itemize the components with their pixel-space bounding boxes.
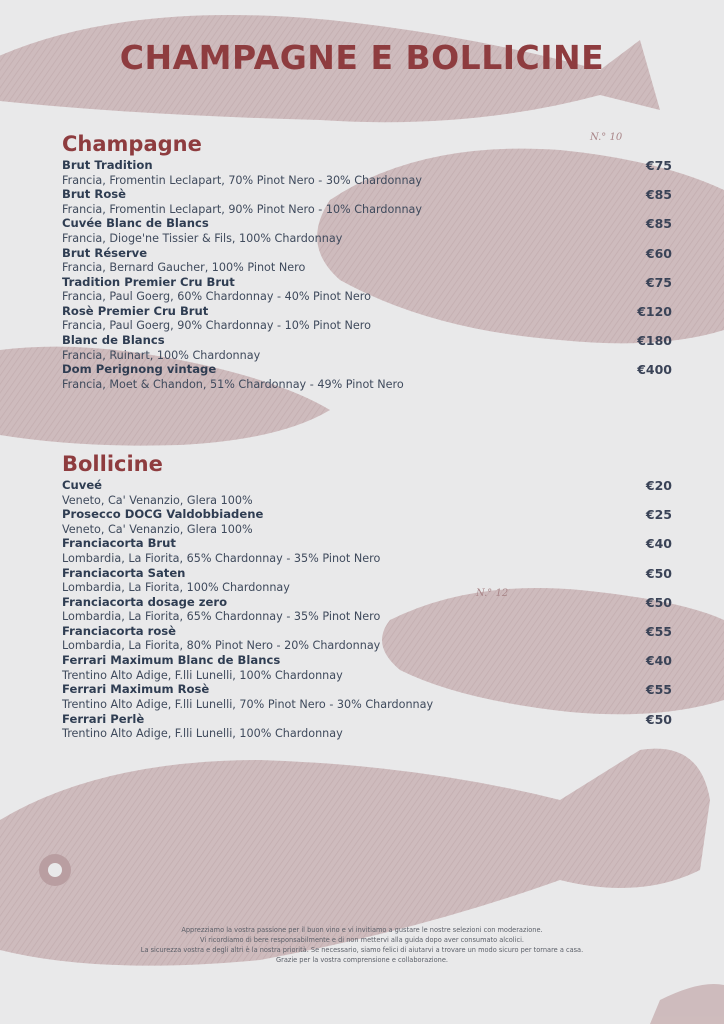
list-item <box>62 478 674 507</box>
page-title: CHAMPAGNE E BOLLICINE <box>119 38 605 77</box>
section-champagne <box>62 130 674 392</box>
section-heading: Bollicine <box>62 452 163 476</box>
wine-description: Francia, Fromentin Leclapart, 90% Pinot Nero - 10% Chardonnay <box>62 202 423 216</box>
list-item <box>62 362 674 391</box>
wine-price: €50 <box>645 594 672 610</box>
list-item <box>62 333 674 362</box>
wine-price: €50 <box>645 565 672 581</box>
wine-description: Veneto, Ca' Venanzio, Glera 100% <box>62 522 253 536</box>
list-item <box>62 216 674 245</box>
responsible-drinking-note <box>0 925 724 965</box>
wine-price: €85 <box>645 187 672 203</box>
list-item <box>62 566 674 595</box>
plate-number-label: N.° 10 <box>590 132 623 143</box>
wine-name: Ferrari Perlè <box>62 711 145 726</box>
list-item <box>62 624 674 653</box>
plate-number-label: N.° 12 <box>476 588 509 599</box>
list-item <box>62 246 674 275</box>
wine-price: €75 <box>645 158 672 173</box>
wine-description: Lombardia, La Fiorita, 80% Pinot Nero - 20% Chardonnay <box>62 639 381 653</box>
footer-line: La sicurezza vostra e degli altri è la nostra priorità. Se necessario, siamo felici di aiutarvi a trovare un modo sicuro per tornare a casa. <box>140 946 584 954</box>
list-item <box>62 712 674 741</box>
wine-description: Lombardia, La Fiorita, 65% Chardonnay - 35% Pinot Nero <box>62 610 381 624</box>
wine-name: Cuveé <box>62 478 103 492</box>
wine-description: Trentino Alto Adige, F.lli Lunelli, 100% Chardonnay <box>62 668 343 682</box>
footer-line: Vi ricordiamo di bere responsabilmente e di non mettervi alla guida dopo aver consumato alcolici. <box>199 936 525 944</box>
wine-description: Francia, Bernard Gaucher, 100% Pinot Nero <box>62 261 306 275</box>
list-item <box>62 158 674 187</box>
wine-name: Prosecco DOCG Valdobbiadene <box>62 507 264 522</box>
wine-name: Tradition Premier Cru Brut <box>62 274 235 289</box>
footer-line: Grazie per la vostra comprensione e collaborazione. <box>276 956 448 964</box>
footer-line: Apprezziamo la vostra passione per il buon vino e vi invitiamo a gustare le nostre selezioni con moderazione. <box>181 926 543 934</box>
section-heading: Champagne <box>62 132 202 156</box>
wine-price: €25 <box>645 507 672 523</box>
wine-price: €120 <box>637 303 672 319</box>
wine-description: Francia, Dioge'ne Tissier & Fils, 100% Chardonnay <box>62 231 343 245</box>
wine-price: €40 <box>645 653 672 669</box>
wine-name: Blanc de Blancs <box>62 333 165 348</box>
wine-description: Lombardia, La Fiorita, 100% Chardonnay <box>62 581 290 595</box>
wine-name: Franciacorta Saten <box>62 565 186 580</box>
list-item <box>62 653 674 682</box>
list-item <box>62 536 674 565</box>
wine-description: Veneto, Ca' Venanzio, Glera 100% <box>62 493 253 507</box>
wine-price: €400 <box>637 362 672 378</box>
wine-price: €60 <box>645 245 672 261</box>
wine-description: Francia, Paul Goerg, 90% Chardonnay - 10% Pinot Nero <box>62 319 371 333</box>
list-item <box>62 595 674 624</box>
wine-description: Trentino Alto Adige, F.lli Lunelli, 100% Chardonnay <box>62 727 343 740</box>
wine-description: Francia, Moet & Chandon, 51% Chardonnay - 49% Pinot Nero <box>62 377 404 391</box>
wine-price: €55 <box>645 682 672 698</box>
wine-name: Brut Tradition <box>62 158 153 172</box>
list-item <box>62 275 674 304</box>
section-bollicine <box>62 450 674 741</box>
wine-name: Franciacorta rosè <box>62 623 177 638</box>
list-item <box>62 682 674 711</box>
wine-price: €40 <box>645 536 672 552</box>
wine-name: Cuvée Blanc de Blancs <box>62 216 209 231</box>
list-item <box>62 304 674 333</box>
wine-price: €75 <box>645 274 672 290</box>
wine-description: Trentino Alto Adige, F.lli Lunelli, 70% Pinot Nero - 30% Chardonnay <box>62 697 434 711</box>
wine-price: €50 <box>645 711 672 727</box>
wine-price: €20 <box>645 478 672 493</box>
wine-description: Lombardia, La Fiorita, 65% Chardonnay - 35% Pinot Nero <box>62 551 381 565</box>
wine-name: Rosè Premier Cru Brut <box>62 303 209 318</box>
wine-description: Francia, Fromentin Leclapart, 70% Pinot Nero - 30% Chardonnay <box>62 173 423 187</box>
wine-name: Dom Perignong vintage <box>62 362 217 377</box>
wine-name: Brut Réserve <box>62 245 148 260</box>
wine-name: Ferrari Maximum Blanc de Blancs <box>62 653 281 668</box>
wine-price: €55 <box>645 623 672 639</box>
wine-description: Francia, Ruinart, 100% Chardonnay <box>62 348 261 362</box>
wine-price: €85 <box>645 216 672 232</box>
list-item <box>62 507 674 536</box>
wine-price: €180 <box>637 333 672 349</box>
wine-name: Ferrari Maximum Rosè <box>62 682 210 697</box>
list-item <box>62 187 674 216</box>
wine-name: Brut Rosè <box>62 187 127 202</box>
wine-name: Franciacorta Brut <box>62 536 176 551</box>
wine-description: Francia, Paul Goerg, 60% Chardonnay - 40% Pinot Nero <box>62 290 371 304</box>
wine-name: Franciacorta dosage zero <box>62 594 228 609</box>
